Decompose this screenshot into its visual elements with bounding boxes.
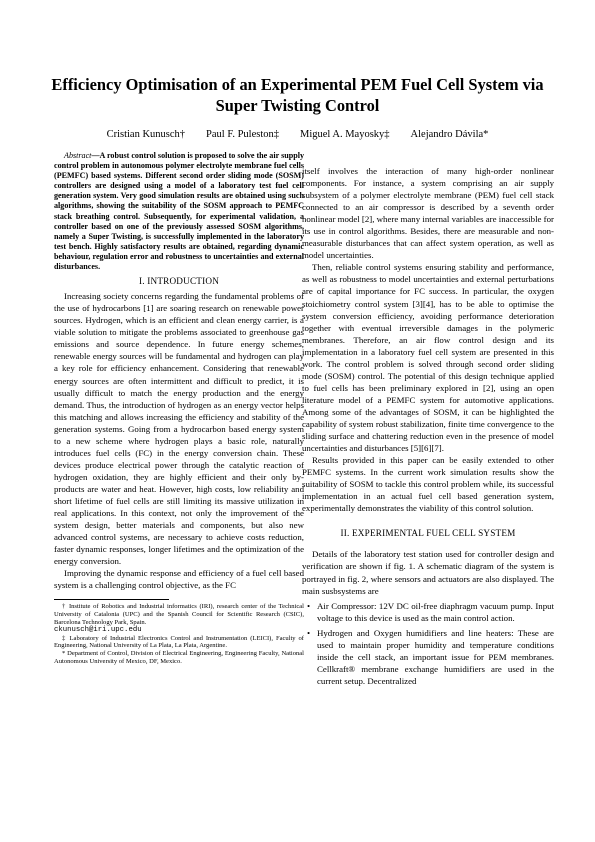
footnotes <box>54 603 304 665</box>
footnote-affiliation-iri: † Institute of Robotics and Industrial informatics (IRI), research center of the Technical University of Catalonia (UPC) and the Spanish Council for Scientific Research (CSIC), Barcelona Technology Park, Spain. ckunusch@iri.upc.edu <box>54 603 304 635</box>
right-column <box>302 165 554 690</box>
footnote-affiliation-unam: * Department of Control, Division of Electrical Engineering, Engineering Faculty, National Autonomous University of Mexico, DF, Mexico. <box>54 649 304 665</box>
list-item: • Hydrogen and Oxygen humidifiers and line heaters: These are used to maintain proper humidity and temperature conditions inside the cell stack, an important issue for PEM membranes. Cellkraft® membrane exchange humidifiers are used in the current setup. Decentralized <box>317 627 554 687</box>
paper-title: Efficiency Optimisation of an Experimental PEM Fuel Cell System via Super Twisting Control <box>51 75 544 115</box>
paragraph: Details of the laboratory test station used for controller design and verification are shown if fig. 1. A schematic diagram of the system is portrayed in fig. 2, where sensors and actuators are also displayed. The main susbsystems are <box>302 549 554 596</box>
subsystem-list <box>302 600 554 687</box>
abstract-text: —A robust control solution is proposed to solve the air supply control problem in autonomous polymer electrolyte membrane fuel cells (PEMFC) based systems. Different second order sliding mode (SOSM) controllers are designed using a model of a laboratory test fuel cell generation system. Very good simulation results are obtained using such algorithms, showing the suitability of the SOSM approach to PEMFC stack breathing control. Subsequently, for experimental validation, a controller based on one of the previously assessed SOSM algorithms, namely a Super Twisting, is successfully implemented in the laboratory test bench. Highly satisfactory results are obtained, regarding dynamic behaviour, regulation error and robustness to uncertainties and external disturbances. <box>54 151 305 272</box>
author-list <box>40 129 555 140</box>
list-item: • Air Compressor: 12V DC oil-free diaphragm vacuum pump. Input voltage to this device is used as the main control action. <box>317 600 554 624</box>
author-name: Cristian Kunusch† <box>106 129 186 140</box>
left-column <box>54 151 304 665</box>
paragraph: Improving the dynamic response and efficiency of a fuel cell based system is a challenging control objective, as the FC <box>54 568 304 591</box>
footnote-rule <box>54 599 169 600</box>
abstract-label: Abstract <box>64 151 92 160</box>
section-heading-experimental: II. EXPERIMENTAL FUEL CELL SYSTEM <box>340 528 516 539</box>
paragraph: Then, reliable control systems ensuring stability and performance, as well as robustness to model uncertainties and external perturbations are of capital importance for FC success. In particular, the oxygen stoichiometry control system [3][4], has to be able to optimise the system conversion efficiency, avoiding performance deterioration together with eventual irreversible damages in the polymeric membranes. Therefore, an air flow control design and its implementation in a laboratory fuel cell system are presented in this work. The control problem is solved through second order sliding mode (SOSM) control. The potential of this design technique applied to fuel cells has been preliminary explored in [2], using an open literature model of a PEMFC system for automotive applications. Among some of the advantages of SOSM, it can be highlighted the capability of system robust stabilization, finite time convergence to the sliding surface and chattering reduction even in the presence of model uncertainties and disturbances [5][6][7]. <box>302 262 554 454</box>
section-heading-introduction: I. INTRODUCTION <box>138 276 220 287</box>
paragraph: Results provided in this paper can be easily extended to other PEMFC systems. In the current work simulation results show the suitability of SOSM to tackle this control problem while, its successful implementation in an actual fuel cell based generation system, experimentally demonstrates the viability of this control solution. <box>302 455 554 514</box>
author-name: Alejandro Dávila* <box>410 129 489 140</box>
abstract <box>54 151 304 272</box>
author-email: ckunusch@iri.upc.edu <box>54 626 142 635</box>
author-name: Paul F. Puleston‡ <box>206 129 279 140</box>
author-name: Miguel A. Mayosky‡ <box>300 129 390 140</box>
paragraph: Increasing society concerns regarding the fundamental problems of the use of hydrocarbons [1] are soaring research on renewable power sources. Hydrogen, which is an efficient and clean energy carrier, is a viable solution to mitigate the problems associated to greenhouse gas emissions and source dependence. In future energy schemes, renewable energy sources will be fundamental and hydrogen can play a key role for efficiency enhancement. Considering that renewable energy sources are often intermittent and difficult to predict, it is usually difficult to match the energy production and the energy demand. Thus, the introduction of hydrogen as an energy vector helps this matching and allows increasing the efficiency and stability of the generation systems. Going from a hydrocarbon based energy system to a new scheme where hydrogen plays a basic role, naturally introduces fuel cells (FC) in the energy conversion chain. These devices produce electrical power through the catalytic reaction of hydrogen oxidation, they are highly efficient and their only by-products are water and heat. However, high costs, low reliability and short lifetime of fuel cells are still limiting its massive utilization in real applications. In this context, not only the improvement of the system design, better materials and components, but also new advanced control systems, are necessary to achieve costs reduction, faster dynamic responses, longer lifetimes and the optimization of the energy conversion. <box>54 291 304 567</box>
footnote-affiliation-leici: ‡ Laboratory of Industrial Electronics Control and Instrumentation (LEICI), Faculty of Engineering, National University of La Plata, La Plata, Argentine. <box>54 634 304 650</box>
paragraph: itself involves the interaction of many high-order nonlinear components. For instance, a system comprising an air supply subsystem of a polymer electrolyte membrane (PEM) fuel cell stack connected to an air compressor is described by a seventh order nonlinear model [2], where many internal variables are inaccessible for its use in control algorithms. Besides, there are measurable and non-measurable disturbances that can affect system operation, as well as model uncertainties. <box>302 166 554 261</box>
